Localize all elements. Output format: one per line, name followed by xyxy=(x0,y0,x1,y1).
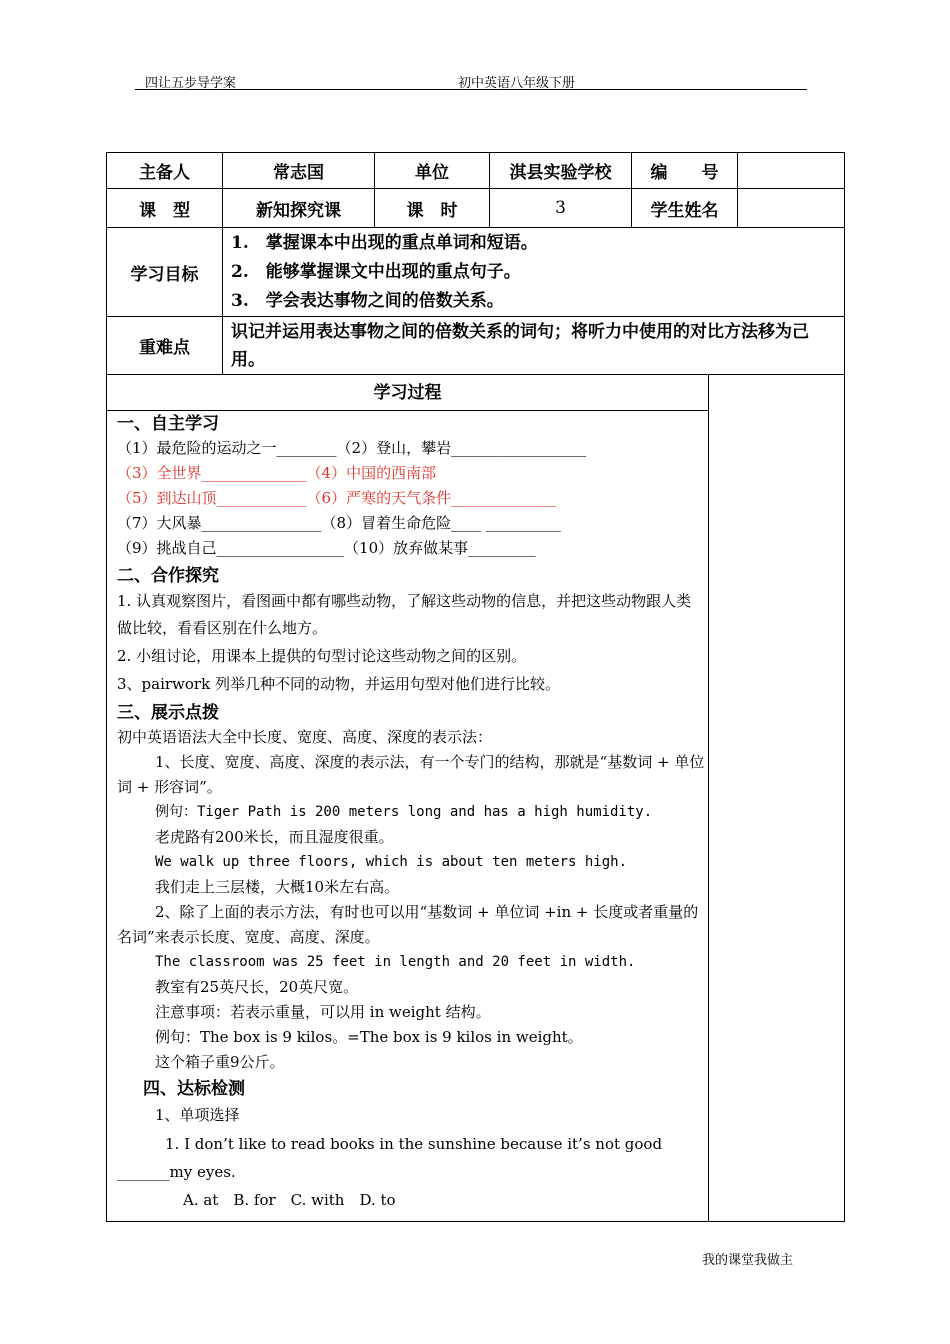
difficulty-value: 识记并运用表达事物之间的倍数关系的词句；将听力中使用的对比方法移为己用。 xyxy=(223,317,845,375)
example-english: 例句：Tiger Path is 200 meters long and has a high humidity. xyxy=(155,804,653,820)
student-label: 学生姓名 xyxy=(632,189,738,228)
grammar-note: 注意事项：若表示重量，可以用 in weight 结构。 xyxy=(155,1003,491,1021)
process-content xyxy=(117,412,705,1214)
vocab-line: （1）最危险的运动之一________（2）登山，攀岩__________________ xyxy=(117,439,587,457)
grammar-point: 1、长度、宽度、高度、深度的表示法，有一个专门的结构，那就是“基数词 + 单位词 + 形容词”。 xyxy=(117,753,705,796)
vocab-line: （9）挑战自己_________________（10）放弃做某事_________ xyxy=(117,539,536,557)
task-item: 3、pairwork 列举几种不同的动物，并运用句型对他们进行比较。 xyxy=(117,675,560,693)
goal-item: 1. 掌握课本中出现的重点单词和短语。 xyxy=(231,232,538,253)
section-title: 一、自主学习 xyxy=(117,414,219,434)
header-left: 四让五步导学案 xyxy=(145,76,237,91)
vocab-line: （3）全世界______________（4）中国的西南部 xyxy=(117,464,437,482)
goals-label: 学习目标 xyxy=(107,228,223,317)
goal-item: 3. 学会表达事物之间的倍数关系。 xyxy=(231,290,504,311)
goal-item: 2. 能够掌握课文中出现的重点句子。 xyxy=(231,261,521,282)
goals-cell xyxy=(223,228,845,317)
example-english: The classroom was 25 feet in length and 20 feet in width. xyxy=(155,954,636,970)
preparer-value: 常志国 xyxy=(223,153,375,189)
type-label: 课 型 xyxy=(107,189,223,228)
example-chinese: 老虎路有200米长，而且湿度很重。 xyxy=(155,828,394,846)
example-chinese: 教室有25英尺长，20英尺宽。 xyxy=(155,978,359,996)
student-value xyxy=(738,189,845,228)
vocab-line: （5）到达山顶____________（6）严寒的天气条件______________ xyxy=(117,489,557,507)
task-item: 2. 小组讨论，用课本上提供的句型讨论这些动物之间的区别。 xyxy=(117,647,527,665)
exercise-options: A. at B. for C. with D. to xyxy=(183,1191,396,1209)
exercise-subtitle: 1、单项选择 xyxy=(155,1106,240,1124)
difficulty-label: 重难点 xyxy=(107,317,223,375)
number-value xyxy=(738,153,845,189)
unit-value: 淇县实验学校 xyxy=(490,153,632,189)
unit-label: 单位 xyxy=(375,153,490,189)
process-title: 学习过程 xyxy=(373,383,442,403)
task-item: 1. 认真观察图片，看图画中都有哪些动物，了解这些动物的信息，并把这些动物跟人类做比较，看看区别在什么地方。 xyxy=(117,592,692,637)
grammar-intro: 初中英语语法大全中长度、宽度、高度、深度的表示法： xyxy=(117,728,493,746)
section-title: 四、达标检测 xyxy=(143,1079,245,1099)
exercise-question: 1. I don’t like to read books in the sunshine because it’s not good _______my eyes. xyxy=(117,1135,663,1181)
vocab-line: （7）大风暴________________（8）冒着生命危险____ __________ xyxy=(117,514,561,532)
section-title: 二、合作探究 xyxy=(117,566,219,586)
preparer-label: 主备人 xyxy=(107,153,223,189)
example-english: We walk up three floors, which is about ten meters high. xyxy=(155,854,628,870)
period-label: 课 时 xyxy=(375,189,490,228)
column-divider xyxy=(708,374,709,1221)
lesson-info-table xyxy=(106,152,845,375)
grammar-point: 2、除了上面的表示方法，有时也可以用“基数词 + 单位词 +in + 长度或者重量的名词”来表示长度、宽度、高度、深度。 xyxy=(117,903,699,946)
type-value: 新知探究课 xyxy=(223,189,375,228)
example-chinese: 这个箱子重9公斤。 xyxy=(155,1053,285,1071)
footer-motto: 我的课堂我做主 xyxy=(702,1253,794,1268)
section-title: 三、展示点拨 xyxy=(117,703,219,723)
title-divider xyxy=(107,410,708,411)
number-label: 编 号 xyxy=(632,153,738,189)
example-english: 例句：The box is 9 kilos。=The box is 9 kilos in weight。 xyxy=(155,1028,583,1046)
period-value: 3 xyxy=(490,189,632,228)
example-chinese: 我们走上三层楼，大概10米左右高。 xyxy=(155,878,400,896)
learning-process-box xyxy=(106,374,845,1222)
header-center: 初中英语八年级下册 xyxy=(458,76,576,91)
header-rule xyxy=(135,89,807,90)
